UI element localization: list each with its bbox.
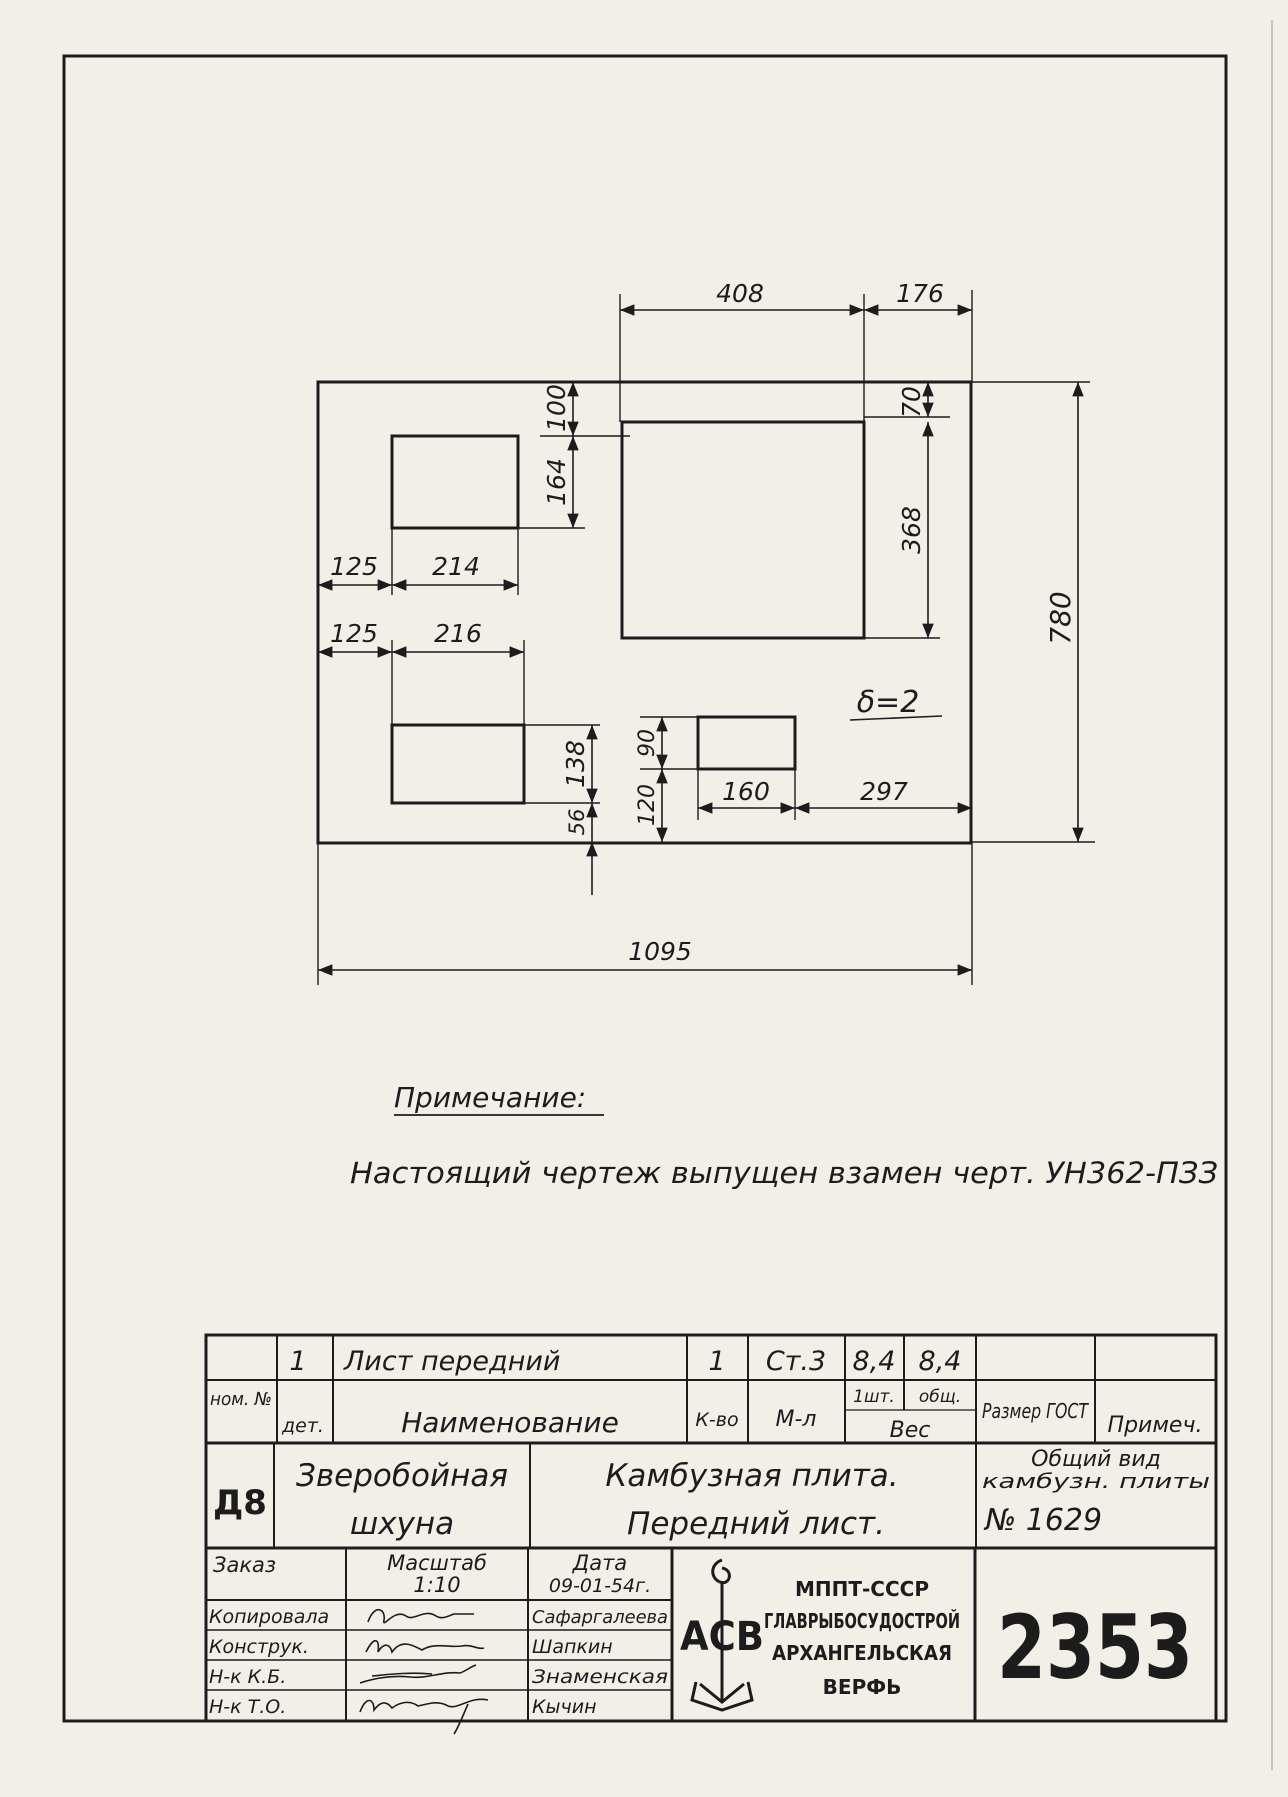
plate-outline <box>318 382 971 843</box>
org-line4: ВЕРФЬ <box>822 1675 902 1699</box>
dim-100: 100 <box>542 384 571 432</box>
org-line1: МППТ-СССР <box>794 1577 930 1601</box>
dim-214: 214 <box>432 552 480 581</box>
name-head-kb: Знаменская <box>532 1666 668 1688</box>
dim-160: 160 <box>722 777 770 806</box>
title-block <box>206 1335 1216 1734</box>
general-line1: Общий вид <box>1031 1447 1161 1472</box>
dim-120: 120 <box>635 784 660 826</box>
general-line2: камбузн. плиты <box>982 1469 1210 1493</box>
dim-1095: 1095 <box>628 937 692 966</box>
project-code: Д8 <box>213 1483 267 1523</box>
header-note: Примеч. <box>1107 1413 1203 1438</box>
name-designer: Шапкин <box>532 1636 613 1658</box>
note-heading: Примечание: <box>394 1081 587 1114</box>
dim-780: 780 <box>1044 591 1077 645</box>
dim-216: 216 <box>434 619 482 648</box>
note-text: Настоящий чертеж выпущен взамен черт. УН362-ПЗЗ <box>350 1156 1218 1190</box>
header-size: Размер ГОСТ <box>982 1399 1090 1423</box>
thickness-label: δ=2 <box>856 685 920 720</box>
dim-138: 138 <box>561 740 590 788</box>
plate-drawing <box>318 279 1095 985</box>
header-total: общ. <box>918 1387 962 1407</box>
opening-large <box>622 422 864 638</box>
part-name: Лист передний <box>344 1346 561 1377</box>
scale-label: Масштаб <box>387 1551 487 1575</box>
org-line2: ГЛАВРЫБОСУДОСТРОЙ <box>764 1609 960 1633</box>
dim-90: 90 <box>635 729 660 757</box>
scale-value: 1:10 <box>413 1573 461 1597</box>
date-value: 09-01-54г. <box>548 1575 652 1597</box>
date-label: Дата <box>572 1551 628 1575</box>
header-name: Наименование <box>401 1406 619 1439</box>
title-line1: Камбузная плита. <box>605 1458 899 1494</box>
opening-top-left <box>392 436 518 528</box>
dim-297: 297 <box>860 777 908 806</box>
role-head-kb: Н-к К.Б. <box>209 1666 287 1688</box>
part-weight-total: 8,4 <box>918 1346 962 1377</box>
logo-text: АСВ <box>680 1614 764 1660</box>
dim-56: 56 <box>565 808 589 836</box>
part-num: 1 <box>289 1346 307 1377</box>
vessel-line1: Зверобойная <box>295 1458 509 1494</box>
name-head-to: Кычин <box>532 1696 597 1718</box>
dim-125b: 125 <box>330 619 378 648</box>
note-block <box>350 1081 1218 1190</box>
part-weight-unit: 8,4 <box>852 1346 896 1377</box>
header-unit: 1шт. <box>853 1387 895 1407</box>
general-number: № 1629 <box>985 1503 1103 1538</box>
dim-408: 408 <box>716 279 764 308</box>
dim-164: 164 <box>542 458 571 506</box>
opening-bottom-small <box>698 717 795 769</box>
header-material: М-л <box>775 1407 817 1432</box>
role-copied: Копировала <box>209 1606 330 1628</box>
name-copied: Сафаргалеева <box>532 1607 668 1628</box>
dim-125a: 125 <box>330 552 378 581</box>
title-line2: Передний лист. <box>627 1506 885 1542</box>
header-weight: Вес <box>889 1418 931 1443</box>
org-line3: АРХАНГЕЛЬСКАЯ <box>772 1641 952 1665</box>
dim-176: 176 <box>896 279 944 308</box>
part-material: Ст.3 <box>765 1346 827 1377</box>
drawing-number: 2353 <box>997 1596 1193 1699</box>
header-det: дет. <box>282 1415 324 1437</box>
role-designer: Конструк. <box>209 1636 309 1658</box>
dim-70: 70 <box>897 386 926 418</box>
header-num: ном. № <box>210 1389 272 1410</box>
order-label: Заказ <box>213 1553 277 1577</box>
vessel-line2: шхуна <box>349 1506 455 1542</box>
opening-bottom-left <box>392 725 524 803</box>
dim-368: 368 <box>897 506 926 554</box>
role-head-to: Н-к Т.О. <box>209 1696 287 1718</box>
shipyard-logo <box>680 1560 764 1710</box>
header-qty: К-во <box>695 1409 739 1431</box>
part-qty: 1 <box>708 1346 726 1377</box>
signatures <box>360 1610 488 1734</box>
